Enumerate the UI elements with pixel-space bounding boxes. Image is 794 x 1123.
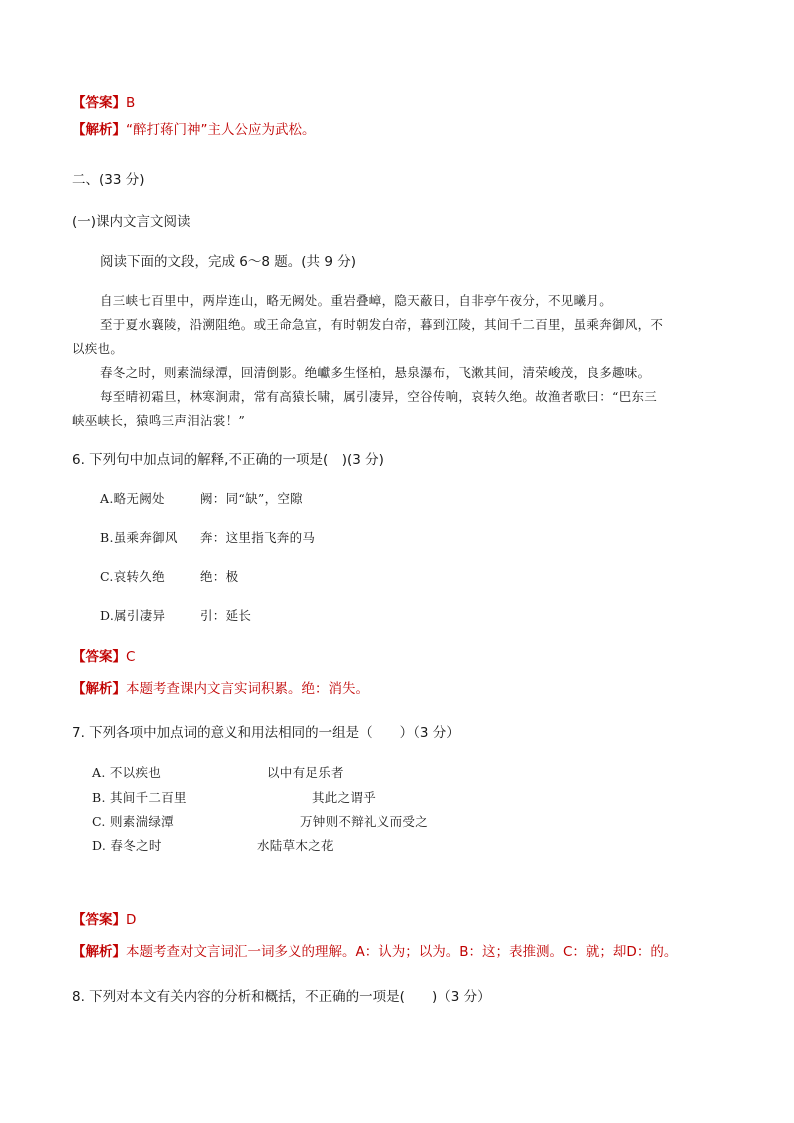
q6-option-d	[100, 607, 252, 625]
option-right: 万钟则不辩礼义而受之	[300, 814, 429, 829]
q7-option-c	[92, 813, 429, 831]
q7-stem: 7. 下列各项中加点词的意义和用法相同的一组是（ ）（3 分）	[72, 725, 460, 741]
option-gloss: 引：延长	[200, 608, 252, 623]
option-left: C. 则素湍绿潭	[92, 814, 174, 829]
option-left: B. 其间千二百里	[92, 790, 187, 805]
analysis-tag: 【解析】	[72, 122, 126, 138]
option-right: 其此之谓乎	[312, 790, 377, 805]
q7-option-b	[92, 789, 377, 807]
option-text: C.哀转久绝	[100, 569, 165, 584]
q6-stem: 6. 下列句中加点词的解释,不正确的一项是( )(3 分)	[72, 452, 384, 468]
option-left: D. 春冬之时	[92, 838, 162, 853]
answer-value: D	[126, 912, 137, 928]
answer-value: B	[126, 95, 136, 111]
option-text: B.虽乘奔御风	[100, 530, 178, 545]
option-gloss: 奔：这里指飞奔的马	[200, 530, 316, 545]
answer-tag: 【答案】	[72, 649, 126, 665]
option-right: 水陆草木之花	[257, 838, 334, 853]
q7-option-d	[92, 837, 334, 855]
analysis-text: 本题考查课内文言实词积累。绝：消失。	[126, 681, 369, 697]
q5-analysis-line	[72, 121, 316, 139]
passage-line: 每至晴初霜旦，林寒涧肃，常有高猿长啸，属引凄异，空谷传响，哀转久绝。故渔者歌曰：“巴东三	[100, 389, 658, 404]
passage-line: 以疾也。	[72, 341, 124, 356]
section-title: 二、(33 分)	[72, 172, 145, 188]
passage-line: 峡巫峡长，猿鸣三声泪沾裳！”	[72, 413, 246, 428]
option-gloss: 绝：极	[200, 569, 239, 584]
q6-option-c	[100, 568, 239, 586]
q6-answer-line	[72, 648, 135, 666]
option-gloss: 阙：同“缺”，空隙	[200, 491, 303, 506]
passage-line: 自三峡七百里中，两岸连山，略无阙处。重岩叠嶂，隐天蔽日，自非亭午夜分，不见曦月。	[100, 293, 613, 308]
analysis-tag: 【解析】	[72, 944, 126, 960]
q7-answer-line	[72, 911, 136, 929]
answer-tag: 【答案】	[72, 912, 126, 928]
analysis-tag: 【解析】	[72, 681, 126, 697]
answer-tag: 【答案】	[72, 95, 126, 111]
subsection-title: (一)课内文言文阅读	[72, 214, 191, 230]
option-text: A.略无阙处	[100, 491, 165, 506]
instruction: 阅读下面的文段，完成 6～8 题。(共 9 分)	[100, 254, 356, 270]
q6-analysis-line	[72, 680, 369, 698]
q5-answer-line	[72, 94, 135, 112]
q6-option-a	[100, 490, 303, 508]
q8-stem: 8. 下列对本文有关内容的分析和概括，不正确的一项是( )（3 分）	[72, 989, 491, 1005]
passage-line: 春冬之时，则素湍绿潭，回清倒影。绝巘多生怪柏，悬泉瀑布，飞漱其间，清荣峻茂，良多趣味。	[100, 365, 651, 380]
option-left: A. 不以疾也	[92, 765, 162, 780]
option-right: 以中有足乐者	[267, 765, 344, 780]
q7-option-a	[92, 764, 344, 782]
q7-analysis-line	[72, 943, 677, 961]
analysis-text: 本题考查对文言词汇一词多义的理解。A：认为；以为。B：这；表推测。C：就；却D：的。	[126, 944, 678, 960]
option-text: D.属引凄异	[100, 608, 166, 623]
analysis-text: “醉打蒋门神”主人公应为武松。	[126, 122, 316, 138]
q6-option-b	[100, 529, 316, 547]
answer-value: C	[126, 649, 136, 665]
passage-line: 至于夏水襄陵，沿溯阻绝。或王命急宣，有时朝发白帝，暮到江陵，其间千二百里，虽乘奔御风，不	[100, 317, 664, 332]
